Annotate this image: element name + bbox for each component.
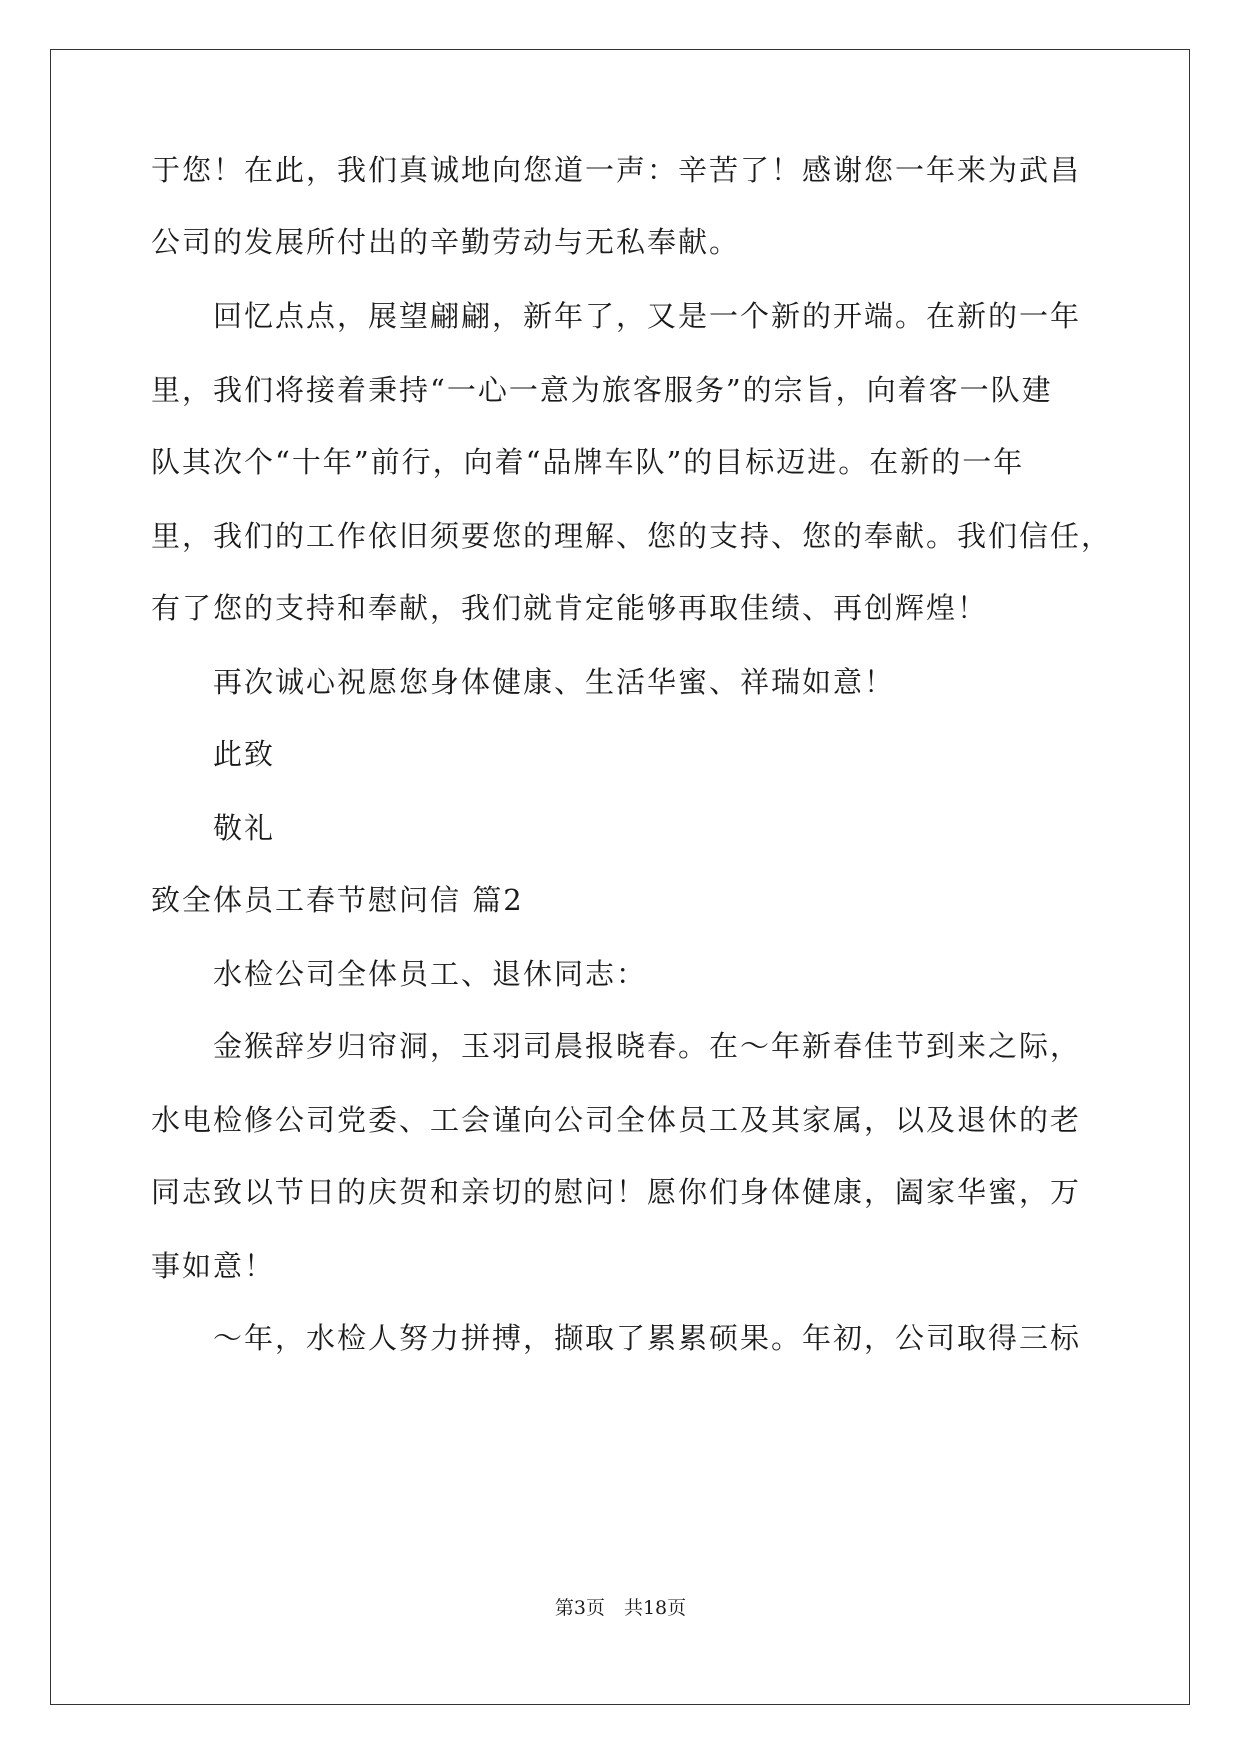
paragraph-line: 再次诚心祝愿您身体健康、生活华蜜、祥瑞如意！: [213, 665, 896, 699]
paragraph-line: 水电检修公司党委、工会谨向公司全体员工及其家属，以及退休的老: [151, 1103, 1082, 1137]
paragraph-line: 公司的发展所付出的辛勤劳动与无私奉献。: [151, 225, 741, 259]
page-number-footer: 第3页 共18页: [554, 1597, 687, 1619]
paragraph-line: ～年，水检人努力拼搏，撷取了累累硕果。年初，公司取得三标: [213, 1321, 1082, 1355]
paragraph-line: 里，我们将接着秉持“一心一意为旅客服务”的宗旨，向着客一队建: [151, 373, 1053, 407]
paragraph-line: 金猴辞岁归帘洞，玉羽司晨报晓春。在～年新春佳节到来之际，: [213, 1029, 1082, 1063]
paragraph-line: 事如意！: [151, 1249, 276, 1283]
addressee-line: 水检公司全体员工、退休同志：: [213, 957, 648, 991]
paragraph-line: 回忆点点，展望翩翩，新年了，又是一个新的开端。在新的一年: [213, 299, 1082, 333]
paragraph-line: 里，我们的工作依旧须要您的理解、您的支持、您的奉献。我们信任，: [151, 519, 1113, 553]
paragraph-line: 队其次个“十年”前行，向着“品牌车队”的目标迈进。在新的一年: [151, 445, 1025, 479]
paragraph-line: 于您！在此，我们真诚地向您道一声：辛苦了！感谢您一年来为武昌: [151, 153, 1082, 187]
salutation-line: 此致: [213, 737, 276, 771]
paragraph-line: 有了您的支持和奉献，我们就肯定能够再取佳绩、再创辉煌！: [151, 591, 989, 625]
section-heading: 致全体员工春节慰问信 篇2: [151, 883, 524, 917]
salutation-line: 敬礼: [213, 811, 276, 845]
paragraph-line: 同志致以节日的庆贺和亲切的慰问！愿你们身体健康，阖家华蜜，万: [151, 1175, 1082, 1209]
